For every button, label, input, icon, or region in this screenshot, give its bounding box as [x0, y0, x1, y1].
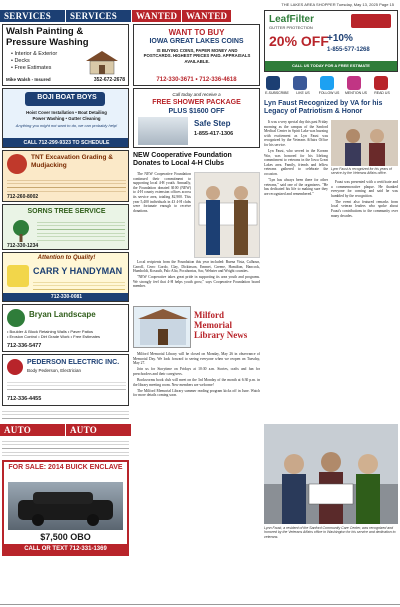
walsh-item-3: • Free Estimates	[11, 65, 52, 71]
instagram-icon[interactable]	[347, 76, 361, 90]
nca-headline: NEW Cooperative Foundation Donates to Local 4-H Clubs	[133, 152, 232, 167]
lyn-body	[264, 120, 328, 420]
sorns-title: SORNS TREE SERVICE	[27, 208, 106, 215]
nca-paragraph: "NEW Cooperative takes great pride in supporting its area youth and programs. We strongly feel that 4-H helps youth grow," says Cooperative Foundation board member.	[133, 275, 260, 289]
buick-price: $7,500 OBO	[40, 532, 91, 542]
handyman-name: CARR Y HANDYMAN	[33, 266, 123, 276]
shower-line3: PLUS $1600 OFF	[168, 108, 225, 115]
pederson-logo-icon	[7, 359, 23, 375]
library-paragraph: Milford Memorial Library will be closed on Monday, May 26 in observance of Memorial Day. We look forward to seeing everyone when we reopen on Tuesday, May 27.	[133, 352, 260, 366]
section-label-wanted-2: WANTED	[182, 10, 232, 22]
boatboys-name: BOJI BOAT BOYS	[37, 94, 97, 101]
library-paragraph: The Milford Memorial Library summer reading program kicks off in June. Watch for more details coming soon.	[133, 388, 260, 398]
handyman-details	[33, 279, 125, 291]
read-icon[interactable]	[374, 76, 388, 90]
tnt-logo-icon	[7, 154, 27, 174]
ad-bryan-landscape	[2, 304, 129, 352]
bryan-logo-icon	[7, 309, 25, 327]
follow-label: FOLLOW US	[318, 91, 340, 95]
lyn-paragraph: Lyn Faust, who served in the Korean War, was honored for his lifelong commitment to veterans in the Iowa Great Lakes area. Family, friends and fellow veterans gathered to celebrate the occasion.	[264, 149, 328, 177]
section-bar-auto	[0, 424, 132, 436]
sorns-tree-icon	[9, 219, 33, 243]
leaf-cta: CALL US TODAY FOR A FREE ESTIMATE	[265, 61, 397, 71]
nca-paragraph: The NEW Cooperative Foundation continued their commitment to supporting local 4-H youth. Annually, the Foundation donated $100 (NEW) to 4-H county extension offices across its service area, totaling $2,900. This year 5,400 individuals in 43 4-H clubs were fortunate enough to receive donations.	[133, 172, 191, 213]
page-header-right: THE LAKES AREA SHOPPER Tuesday, May 13, 2025 Page 15	[281, 2, 394, 7]
section-label-services: SERVICES	[0, 10, 66, 22]
walsh-item-1: • Interior & Exterior	[11, 51, 58, 57]
boatboys-tagline-2: Power Washing • Gutter Cleaning	[32, 116, 101, 121]
section-label-services-2: SERVICES	[66, 10, 132, 22]
lyn-caption-1: Lynn Faust is recognized for his years of service by the Veterans Affairs office.	[331, 167, 392, 175]
twitter-icon[interactable]	[320, 76, 334, 90]
ad-tnt-excavation	[2, 150, 129, 202]
subscribe-icon[interactable]	[266, 76, 280, 90]
handyman-title: Attention to Quality!	[37, 255, 96, 261]
coins-phone: 712-330-3671 • 712-336-4618	[156, 77, 237, 83]
bottom-divider	[0, 604, 400, 605]
ad-boji-boat-boys	[2, 88, 129, 148]
walsh-name: Mike Walsh - Insured	[6, 77, 51, 82]
section-bar-services	[0, 10, 132, 22]
sorns-details	[37, 219, 125, 241]
shower-line2: FREE SHOWER PACKAGE	[152, 99, 241, 106]
lyn-caption-2: Lynn Faust, a resident of the Sanford Community Care Center, was recognized and honored by the Veterans Affairs office in Washington for his service and dedication to veterans.	[264, 526, 396, 539]
tnt-services	[7, 177, 126, 193]
library-headline: Milford Memorial Library News	[194, 310, 248, 340]
tnt-phone: 712-260-8002	[7, 194, 39, 200]
pederson-phone: 712-336-4455	[7, 396, 42, 402]
like-label: LIKE US	[296, 91, 310, 95]
handyman-phone: 712-330-0081	[3, 293, 129, 302]
pederson-title: PEDERSON ELECTRIC INC.	[27, 359, 120, 366]
section-label-wanted: WANTED	[132, 10, 182, 22]
ad-leaffilter	[264, 10, 398, 72]
boatboys-tagline: Hoist Cover Installation • Boat Detailing	[26, 110, 107, 115]
shower-line1: Call today and receive a	[172, 92, 221, 97]
ad-free-shower	[133, 88, 260, 148]
lyn-paragraph: The event also featured remarks from local veteran leaders who spoke about Faust's contributions to the community over many decades.	[331, 199, 398, 218]
leaf-phone: 1-855-577-1268	[327, 47, 370, 53]
leaf-badge-icon	[351, 14, 391, 28]
read-label: READ US	[374, 91, 390, 95]
leaf-offer2: +10%	[327, 33, 353, 44]
coins-line2: IOWA GREAT LAKES COINS	[149, 38, 244, 45]
boatboys-tagline-3: Anything you might not want to do, we can probably help!	[15, 123, 118, 128]
coins-line1: WANT TO BUY	[168, 28, 225, 37]
page-header	[0, 0, 400, 9]
nca-check-photo	[194, 172, 260, 258]
sorns-phone: 712-330-1234	[7, 243, 39, 249]
ad-walsh-painting	[2, 24, 129, 86]
buick-title: FOR SALE: 2014 BUICK ENCLAVE	[8, 464, 123, 471]
walsh-title: Walsh Painting & Pressure Washing	[6, 26, 89, 48]
library-paragraph: Bookworms book club will meet on the 3rd Monday of the month at 6:30 p.m. in the library meeting room. New members are welcome!	[133, 377, 260, 387]
pederson-subtitle: Body Pederson, Electrician	[27, 368, 82, 373]
walsh-phone: 352-672-2678	[93, 77, 125, 83]
lyn-headline: Lyn Faust Recognized by VA for his Legacy of Patriotism & Honor	[264, 100, 383, 115]
library-body	[133, 352, 260, 562]
nca-paragraph: Local recipients from the Foundation this year included: Buena Vista, Calhoun, Carroll, Cerro Gordo, Clay, Dickinson, Emmet, Greene, Hamilton, Hancock, Humboldt, Kossuth, Palo Alto, Pocahontas, Sac, Webster and Wright counties.	[133, 260, 260, 274]
bryan-title: Bryan Landscape	[29, 310, 96, 319]
walsh-item-2: • Decks	[11, 58, 30, 64]
nca-body	[133, 172, 191, 258]
mention-label: MENTION US	[345, 91, 367, 95]
section-label-auto: AUTO	[0, 424, 66, 436]
section-bar-wanted	[132, 10, 232, 22]
shower-phone: 1-855-417-1306	[194, 131, 234, 137]
buick-car-photo	[8, 482, 123, 530]
leaf-offer: 20% OFF	[269, 33, 329, 49]
library-logo-photo	[133, 306, 191, 348]
bryan-items: • Boulder & Block Retaining Walls • Paver Patios • Erosion Control • Dirt Grade Work • Free Estimates	[7, 329, 101, 339]
tnt-title: TNT Excavation Grading & Mudjacking	[31, 154, 113, 169]
shower-photo	[138, 117, 188, 145]
social-bar	[264, 76, 398, 98]
auto-classified-text	[2, 438, 129, 458]
boatboys-phone: CALL 712-299-9323 TO SCHEDULE	[3, 138, 129, 148]
lyn-photo-2	[264, 424, 398, 524]
coins-desc: IS BUYING COINS, PAPER MONEY AND POSTCARDS. HIGHEST PRICES PAID. APPRAISALS AVAILABLE.	[143, 48, 251, 64]
ad-iowa-great-lakes-coins	[133, 24, 260, 86]
shower-brand: Safe Step	[194, 119, 231, 128]
nca-body-continued	[133, 260, 260, 302]
leaf-brand: LeafFilter	[269, 14, 315, 25]
ad-buick-enclave	[2, 460, 129, 556]
lyn-paragraph: Faust was presented with a certificate and a commemorative plaque. He thanked everyone for coming and said he was humbled by the recognition.	[331, 180, 398, 198]
facebook-icon[interactable]	[293, 76, 307, 90]
buick-phone: CALL OR TEXT 712-331-1369	[4, 544, 127, 554]
subscribe-label: E-SUBSCRIBE	[265, 91, 289, 95]
leaf-sub: GUTTER PROTECTION	[269, 25, 313, 30]
library-paragraph: Join us for Storytime on Fridays at 10:30 a.m. Stories, crafts and fun for preschoolers and their caregivers.	[133, 367, 260, 376]
ad-handyman	[2, 252, 129, 302]
lyn-photo-1	[331, 120, 398, 166]
lyn-body-col2	[331, 180, 398, 420]
ad-sorns-tree	[2, 204, 129, 250]
bryan-phone: 712-336-5477	[7, 343, 42, 349]
classified-text-block	[2, 408, 129, 422]
lyn-paragraph: "Lyn has always been there for other veterans," said one of the organizers. "He has dedicated his life to making sure they are recognized and remembered."	[264, 178, 328, 196]
walsh-house-icon	[82, 49, 122, 75]
handyman-tools-icon	[7, 265, 29, 287]
pederson-details	[7, 379, 126, 393]
section-label-auto-2: AUTO	[66, 424, 132, 436]
lyn-paragraph: It was a very special day this past Friday morning as the campus of the Sanford Medical Center in Spirit Lake was buzzing with excitement as Lyn Faust was recognized by the Veterans Affairs Office for his service.	[264, 120, 328, 147]
ad-pederson-electric	[2, 354, 129, 406]
